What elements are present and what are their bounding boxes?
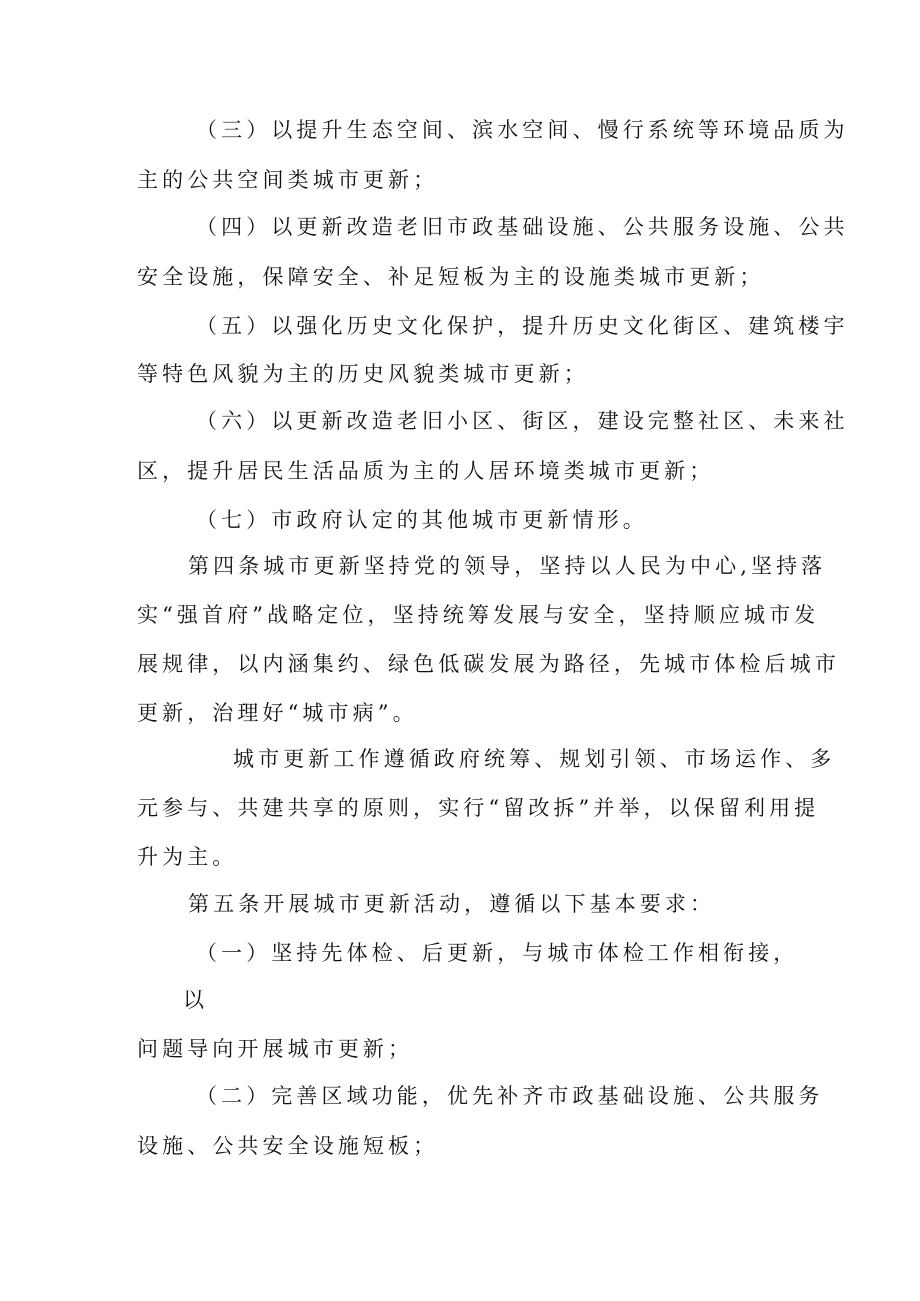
item-5-line-2: 等特色风貌为主的历史风貌类城市更新； bbox=[137, 362, 589, 386]
item-6-line-2: 区，提升居民生活品质为主的人居环境类城市更新； bbox=[137, 459, 715, 483]
article-4-para-2-line-1: 城市更新工作遵循政府统筹、规划引领、市场运作、多 bbox=[233, 747, 836, 771]
item-3-line-2: 主的公共空间类城市更新； bbox=[137, 168, 439, 192]
article-5-line-1: 第五条开展城市更新活动，遵循以下基本要求： bbox=[188, 892, 716, 916]
article-5-item-1-line-2: 以 bbox=[183, 988, 209, 1012]
article-4-line-2: 实“强首府”战略定位，坚持统筹发展与安全，坚持顺应城市发 bbox=[137, 603, 820, 627]
item-4-line-2: 安全设施，保障安全、补足短板为主的设施类城市更新； bbox=[137, 265, 765, 289]
article-4-line-3: 展规律，以内涵集约、绿色低碳发展为路径，先城市体检后城市 bbox=[137, 652, 840, 676]
item-3-line-1: （三）以提升生态空间、滨水空间、慢行系统等环境品质为 bbox=[196, 118, 849, 142]
article-5-item-1-line-3: 问题导向开展城市更新； bbox=[137, 1037, 414, 1061]
article-5-item-1-line-1: （一）坚持先体检、后更新，与城市体检工作相衔接， bbox=[196, 941, 799, 965]
item-4-line-1: （四）以更新改造老旧市政基础设施、公共服务设施、公共 bbox=[196, 215, 849, 239]
article-4-line-4: 更新，治理好“城市病”。 bbox=[137, 701, 418, 725]
article-5-item-2-line-1: （二）完善区域功能，优先补齐市政基础设施、公共服务 bbox=[196, 1084, 824, 1108]
article-4-para-2-line-3: 升为主。 bbox=[137, 845, 238, 869]
article-5-item-2-line-2: 设施、公共安全设施短板； bbox=[137, 1134, 439, 1158]
item-5-line-1: （五）以强化历史文化保护，提升历史文化街区、建筑楼宇 bbox=[196, 314, 849, 338]
item-7-line-1: （七）市政府认定的其他城市更新情形。 bbox=[196, 508, 648, 532]
article-4-para-2-line-2: 元参与、共建共享的原则，实行“留改拆”并举，以保留利用提 bbox=[137, 796, 820, 820]
article-4-line-1: 第四条城市更新坚持党的领导，坚持以人民为中心,坚持落 bbox=[188, 554, 827, 578]
item-6-line-1: （六）以更新改造老旧小区、街区，建设完整社区、未来社 bbox=[196, 409, 849, 433]
